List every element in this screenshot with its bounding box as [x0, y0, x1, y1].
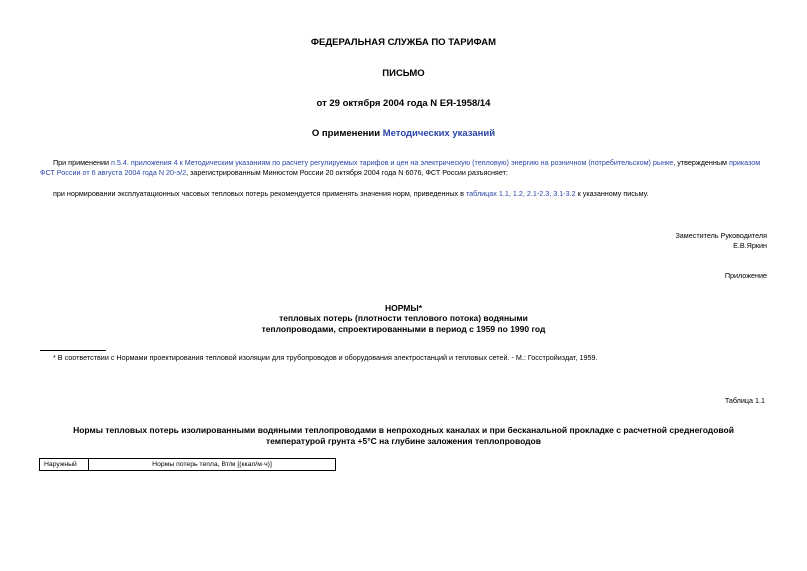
table-header-row: [40, 459, 336, 471]
doc-type: ПИСЬМО: [382, 68, 425, 79]
p2-text-2: к указанному письму.: [575, 189, 649, 198]
p1-text-2: , утвержденным: [673, 158, 729, 167]
norms-title: НОРМЫ*: [384, 303, 423, 313]
table-title-line-2: температурой грунта +5°С на глубине заложения теплопроводов: [266, 436, 541, 446]
table-header-norms: Нормы потерь тепла, Вт/м [(ккал/м·ч)]: [89, 459, 336, 471]
body-paragraph-1: [40, 158, 770, 178]
norms-line-2: теплопроводами, спроектированными в период с 1959 по 1990 год: [261, 324, 546, 334]
norms-table: [39, 458, 336, 471]
p1-text-3: , зарегистрированным Минюстом России 20 октября 2004 года N 6076, ФСТ России разъясняет:: [186, 168, 508, 177]
p1-link-order-details[interactable]: ФСТ России от 6 августа 2004 года N 20-э/2: [40, 168, 187, 177]
subject-link[interactable]: Методических указаний: [382, 128, 496, 139]
p1-link-order[interactable]: приказом: [728, 158, 761, 167]
appendix-label: Приложение: [724, 271, 767, 280]
norms-line-1: тепловых потерь (плотности теплового потока) водяными: [279, 313, 528, 323]
footnote: * В соответствии с Нормами проектирования тепловой изоляции для трубопроводов и оборудования электростанций и тепловых сетей. - М.: Госстройиздат, 1959.: [53, 353, 598, 362]
p1-link-methodology[interactable]: п.5.4. приложения 4 к Методическим указаниям по расчету регулируемых тарифов и цен на электрическую (тепловую) энергию на розничном (потребительском) рынке: [110, 158, 674, 167]
table-header-outer: Наружный: [40, 459, 89, 471]
signature-name: Е.В.Яркин: [733, 241, 767, 250]
p2-text-1: при нормировании эксплуатационных часовых тепловых потерь рекомендуется применять значения норм, приведенных в: [53, 189, 466, 198]
body-paragraph-2: [53, 189, 773, 199]
subject-prefix: О применении: [311, 128, 383, 139]
table-label: Таблица 1.1: [724, 396, 765, 405]
footnote-divider: [40, 350, 106, 351]
p1-text-1: При применении: [53, 158, 111, 167]
agency-title: ФЕДЕРАЛЬНАЯ СЛУЖБА ПО ТАРИФАМ: [310, 37, 497, 48]
p2-link-tables[interactable]: таблицах 1.1, 1.2, 2.1-2.3, 3.1-3.2: [465, 189, 576, 198]
doc-date: от 29 октября 2004 года N ЕЯ-1958/14: [316, 98, 491, 109]
doc-subject: [0, 128, 807, 139]
table-title-line-1: Нормы тепловых потерь изолированными водяными теплопроводами в непроходных каналах и при бесканальной прокладке с расчетной среднегодовой: [73, 425, 734, 435]
signature-position: Заместитель Руководителя: [675, 231, 767, 240]
